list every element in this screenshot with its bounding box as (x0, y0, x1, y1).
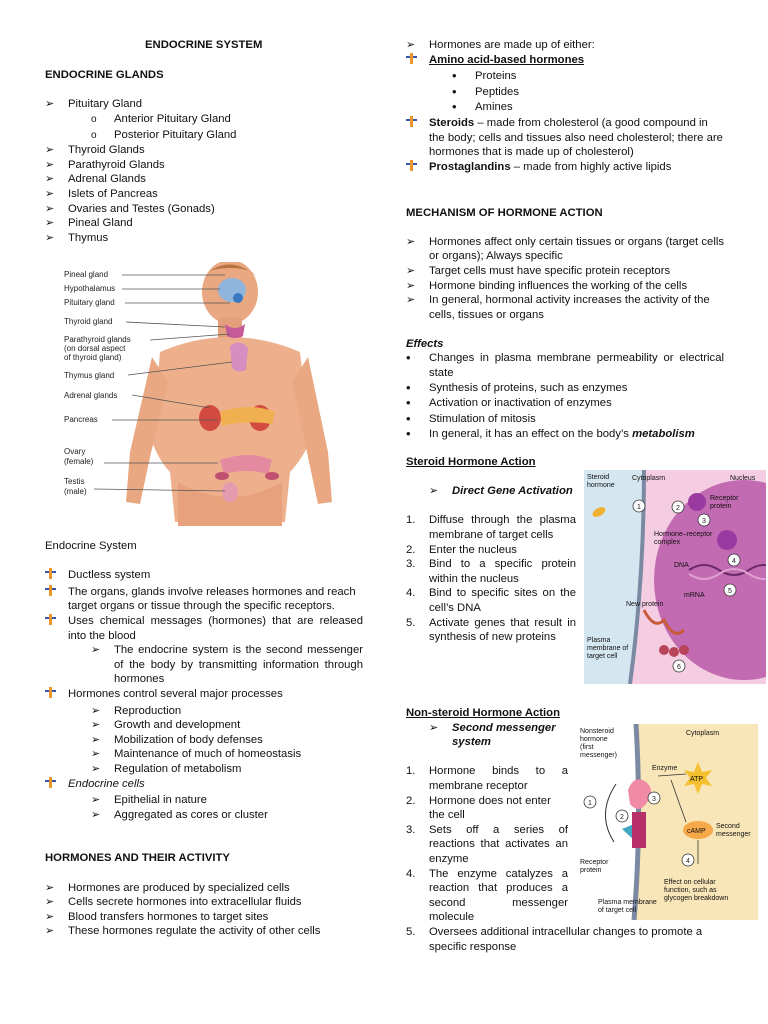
list-item: 2. Enter the nucleus (406, 543, 517, 556)
svg-text:5: 5 (728, 588, 732, 595)
complex-label-1: Hormone–receptor (654, 531, 713, 538)
parathyroid-label-3: of thyroid gland) (64, 353, 122, 362)
list-item: 2. Hormone does not enter the cell (406, 794, 551, 822)
right-column (406, 38, 724, 443)
pancreas-label: Pancreas (64, 415, 98, 424)
arrow-bullet-icon (45, 910, 68, 925)
flag-bullet-icon (45, 585, 68, 602)
list-item: ➢ Epithelial in nature (45, 793, 363, 808)
arrow-bullet-icon (45, 187, 68, 202)
parathyroid-label-1: Parathyroid glands (64, 335, 131, 344)
list-item: Ductless system (45, 568, 363, 585)
list-item: ➢ Thyroid Glands (45, 143, 363, 158)
flag-bullet-icon (45, 568, 68, 585)
testis-label-2: (male) (64, 487, 87, 496)
arrow-bullet-icon (45, 172, 68, 187)
list-item: • Stimulation of mitosis (406, 412, 724, 428)
list-item: 1. Hormone binds to a membrane receptor (406, 765, 568, 792)
thymus-label: Thymus gland (64, 371, 115, 380)
svg-text:2: 2 (620, 814, 624, 821)
endocrine-glands-figure (60, 262, 340, 526)
list-item: ➢ Thymus (45, 231, 363, 246)
list-item: ➢ Maintenance of much of homeostasis (45, 747, 363, 762)
dot-bullet-icon (406, 412, 429, 428)
dot-bullet-icon (406, 381, 429, 397)
dna-label: DNA (674, 562, 689, 569)
list-item: ➢ Hormone binding influences the working of the cells (406, 279, 724, 294)
left-column (45, 38, 363, 245)
arrow-bullet-icon (45, 895, 68, 910)
nonsteroid-section (406, 706, 568, 925)
steroid-hormone-label: Steroid hormone (587, 474, 615, 489)
list-item: ➢ The endocrine system is the second messenger of the body by transmitting information through hormones (45, 643, 363, 687)
arrow-bullet-icon (91, 793, 114, 808)
arrow-bullet-icon (406, 264, 429, 279)
list-item: 4. The enzyme catalyzes a reaction that produces a second messenger molecule (406, 867, 568, 924)
list-item: • Amines (406, 100, 724, 116)
svg-text:4: 4 (732, 558, 736, 565)
glands-list (45, 97, 363, 245)
nonsteroid-last-step (406, 925, 736, 954)
pituitary-label: Pituitary gland (64, 298, 115, 307)
list-item: Endocrine cells (45, 777, 363, 794)
mechanism-heading: MECHANISM OF HORMONE ACTION (406, 206, 603, 219)
list-item: Prostaglandins – made from highly active lipids (406, 160, 724, 177)
steroid-heading: Steroid Hormone Action (406, 456, 536, 468)
list-item: ➢ Second messenger system (406, 721, 568, 750)
list-item: 5. Activate genes that result in synthesis of new proteins (406, 616, 576, 644)
list-item: ➢ Aggregated as cores or cluster (45, 808, 363, 823)
activity-heading: HORMONES AND THEIR ACTIVITY (45, 852, 230, 865)
doc-title: ENDOCRINE SYSTEM (145, 39, 263, 51)
endocrine-system-section (45, 539, 363, 939)
parathyroid-label-2: (on dorsal aspect (64, 344, 126, 353)
list-item: ➢ Blood transfers hormones to target sites (45, 910, 363, 925)
flag-bullet-icon (406, 160, 429, 177)
glands-heading: ENDOCRINE GLANDS (45, 69, 164, 82)
list-item: ➢ Ovaries and Testes (Gonads) (45, 202, 363, 217)
mrna-label: mRNA (684, 592, 705, 599)
enzyme-label: Enzyme (652, 765, 678, 772)
list-item: ➢ Growth and development (45, 718, 363, 733)
list-item: 3. Bind to a specific protein within the nucleus (406, 558, 576, 585)
nonsteroid-heading: Non-steroid Hormone Action (406, 707, 560, 719)
new-protein-label: New protein (626, 601, 664, 608)
ovary-label-2: (female) (64, 457, 94, 466)
plasma-membrane-label-2: Plasma membrane of target cell (598, 899, 657, 914)
list-item: ➢ Hormones affect only certain tissues or organs (target cells or organs); Always specific (406, 235, 724, 264)
arrow-bullet-icon (406, 293, 429, 308)
list-item: The organs, glands involve releases hormones and reach target organs or tissue through the specific receptors. (45, 585, 363, 614)
arrow-bullet-icon (406, 235, 429, 250)
effects-heading: Effects (406, 337, 444, 350)
circle-bullet-icon (91, 112, 114, 128)
svg-text:1: 1 (588, 800, 592, 807)
list-item: ➢ Cells secrete hormones into extracellular fluids (45, 895, 363, 910)
flag-bullet-icon (406, 53, 429, 70)
circle-bullet-icon (91, 128, 114, 144)
arrow-bullet-icon (91, 808, 114, 823)
arrow-bullet-icon (45, 881, 68, 896)
list-item: ➢ Regulation of metabolism (45, 762, 363, 777)
nonsteroid-action-figure (576, 724, 758, 920)
arrow-bullet-icon (45, 924, 68, 939)
flag-bullet-icon (45, 777, 68, 794)
dot-bullet-icon (452, 100, 475, 116)
pineal-label: Pineal gland (64, 270, 109, 279)
list-item: ➢ Hormones are made up of either: (406, 38, 724, 53)
list-item: o Anterior Pituitary Gland (45, 112, 363, 128)
system-heading: Endocrine System (45, 540, 137, 552)
arrow-bullet-icon (45, 97, 68, 112)
list-item: 1. Diffuse through the plasma membrane of target cells (406, 514, 576, 541)
dot-bullet-icon (406, 427, 429, 443)
hypothalamus-label: Hypothalamus (64, 284, 116, 293)
list-item: ➢ In general, hormonal activity increases the activity of the cells, tissues or organs (406, 293, 724, 322)
list-item: ➢ Hormones are produced by specialized cells (45, 881, 363, 896)
cytoplasm-label: Cytoplasm (632, 475, 666, 482)
list-item: • Synthesis of proteins, such as enzymes (406, 381, 724, 397)
list-item: • Peptides (406, 85, 724, 101)
list-item: Hormones control several major processes (45, 687, 363, 704)
list-item: ➢ Target cells must have specific protein receptors (406, 264, 724, 279)
thyroid-label: Thyroid gland (64, 317, 113, 326)
steroid-action-figure (584, 470, 766, 684)
camp-label: cAMP (687, 828, 706, 835)
list-item: 3. Sets off a series of reactions that activates an enzyme (406, 823, 568, 865)
dot-bullet-icon (452, 85, 475, 101)
list-item: • Activation or inactivation of enzymes (406, 396, 724, 412)
arrow-bullet-icon (91, 747, 114, 762)
list-item: Steroids – made from cholesterol (a good compound in the body; cells and tissues also need cholesterol; there are hormones that is made up of cholesterol) (406, 116, 724, 160)
list-item: 4. Bind to specific sites on the cell’s DNA (406, 587, 576, 614)
list-item: ➢ Adrenal Glands (45, 172, 363, 187)
arrow-bullet-icon (91, 704, 114, 719)
dot-bullet-icon (452, 69, 475, 85)
list-item: ➢ Islets of Pancreas (45, 187, 363, 202)
svg-text:1: 1 (637, 504, 641, 511)
dot-bullet-icon (406, 396, 429, 412)
arrow-bullet-icon (91, 718, 114, 733)
arrow-bullet-icon (406, 279, 429, 294)
arrow-bullet-icon (91, 733, 114, 748)
arrow-bullet-icon (45, 231, 68, 246)
second-messenger-label: Second messenger (716, 823, 751, 838)
arrow-bullet-icon (45, 143, 68, 158)
list-item: ➢ Pineal Gland (45, 216, 363, 231)
list-item: Uses chemical messages (hormones) that are released into the blood (45, 614, 363, 643)
list-item: • In general, it has an effect on the body’s metabolism (406, 427, 724, 443)
receptor-protein-label-2: Receptor protein (580, 859, 609, 874)
svg-text:2: 2 (676, 505, 680, 512)
svg-text:4: 4 (686, 858, 690, 865)
list-item: • Proteins (406, 69, 724, 85)
flag-bullet-icon (45, 614, 68, 631)
list-item: ➢ These hormones regulate the activity of other cells (45, 924, 363, 939)
arrow-bullet-icon (429, 721, 452, 736)
arrow-bullet-icon (45, 202, 68, 217)
list-item: 5. Oversees additional intracellular changes to promote a specific response (406, 926, 703, 953)
arrow-bullet-icon (91, 762, 114, 777)
list-item: ➢ Parathyroid Glands (45, 158, 363, 173)
list-item: • Changes in plasma membrane permeability or electrical state (406, 351, 724, 380)
list-item: ➢ Pituitary Gland (45, 97, 363, 112)
nonsteroid-hormone-label: Nonsteroid hormone (first messenger) (580, 728, 617, 759)
arrow-bullet-icon (45, 158, 68, 173)
plasma-membrane-label: Plasma membrane of target cell (587, 637, 629, 660)
list-item: Amino acid-based hormones (406, 53, 724, 70)
svg-text:3: 3 (652, 796, 656, 803)
arrow-bullet-icon (429, 484, 452, 499)
arrow-bullet-icon (406, 38, 429, 53)
adrenal-label: Adrenal glands (64, 391, 118, 400)
steroid-section (406, 455, 576, 645)
atp-label: ATP (690, 776, 704, 783)
svg-text:6: 6 (677, 664, 681, 671)
flag-bullet-icon (406, 116, 429, 133)
effect-label: Effect on cellular function, such as glycogen breakdown (664, 879, 729, 902)
list-item: ➢ Reproduction (45, 704, 363, 719)
testis-label-1: Testis (64, 477, 85, 486)
complex-label-2: complex (654, 539, 681, 546)
list-item: ➢ Direct Gene Activation (406, 484, 576, 499)
nucleus-label: Nucleus (730, 475, 756, 482)
cytoplasm-label-2: Cytoplasm (686, 730, 720, 737)
ovary-label-1: Ovary (64, 447, 86, 456)
human-body-illustration (126, 262, 332, 526)
flag-bullet-icon (45, 687, 68, 704)
arrow-bullet-icon (45, 216, 68, 231)
dot-bullet-icon (406, 351, 429, 367)
list-item: o Posterior Pituitary Gland (45, 128, 363, 144)
receptor-protein-label: Receptor protein (710, 495, 739, 510)
list-item: ➢ Mobilization of body defenses (45, 733, 363, 748)
svg-text:3: 3 (702, 518, 706, 525)
arrow-bullet-icon (91, 643, 114, 658)
